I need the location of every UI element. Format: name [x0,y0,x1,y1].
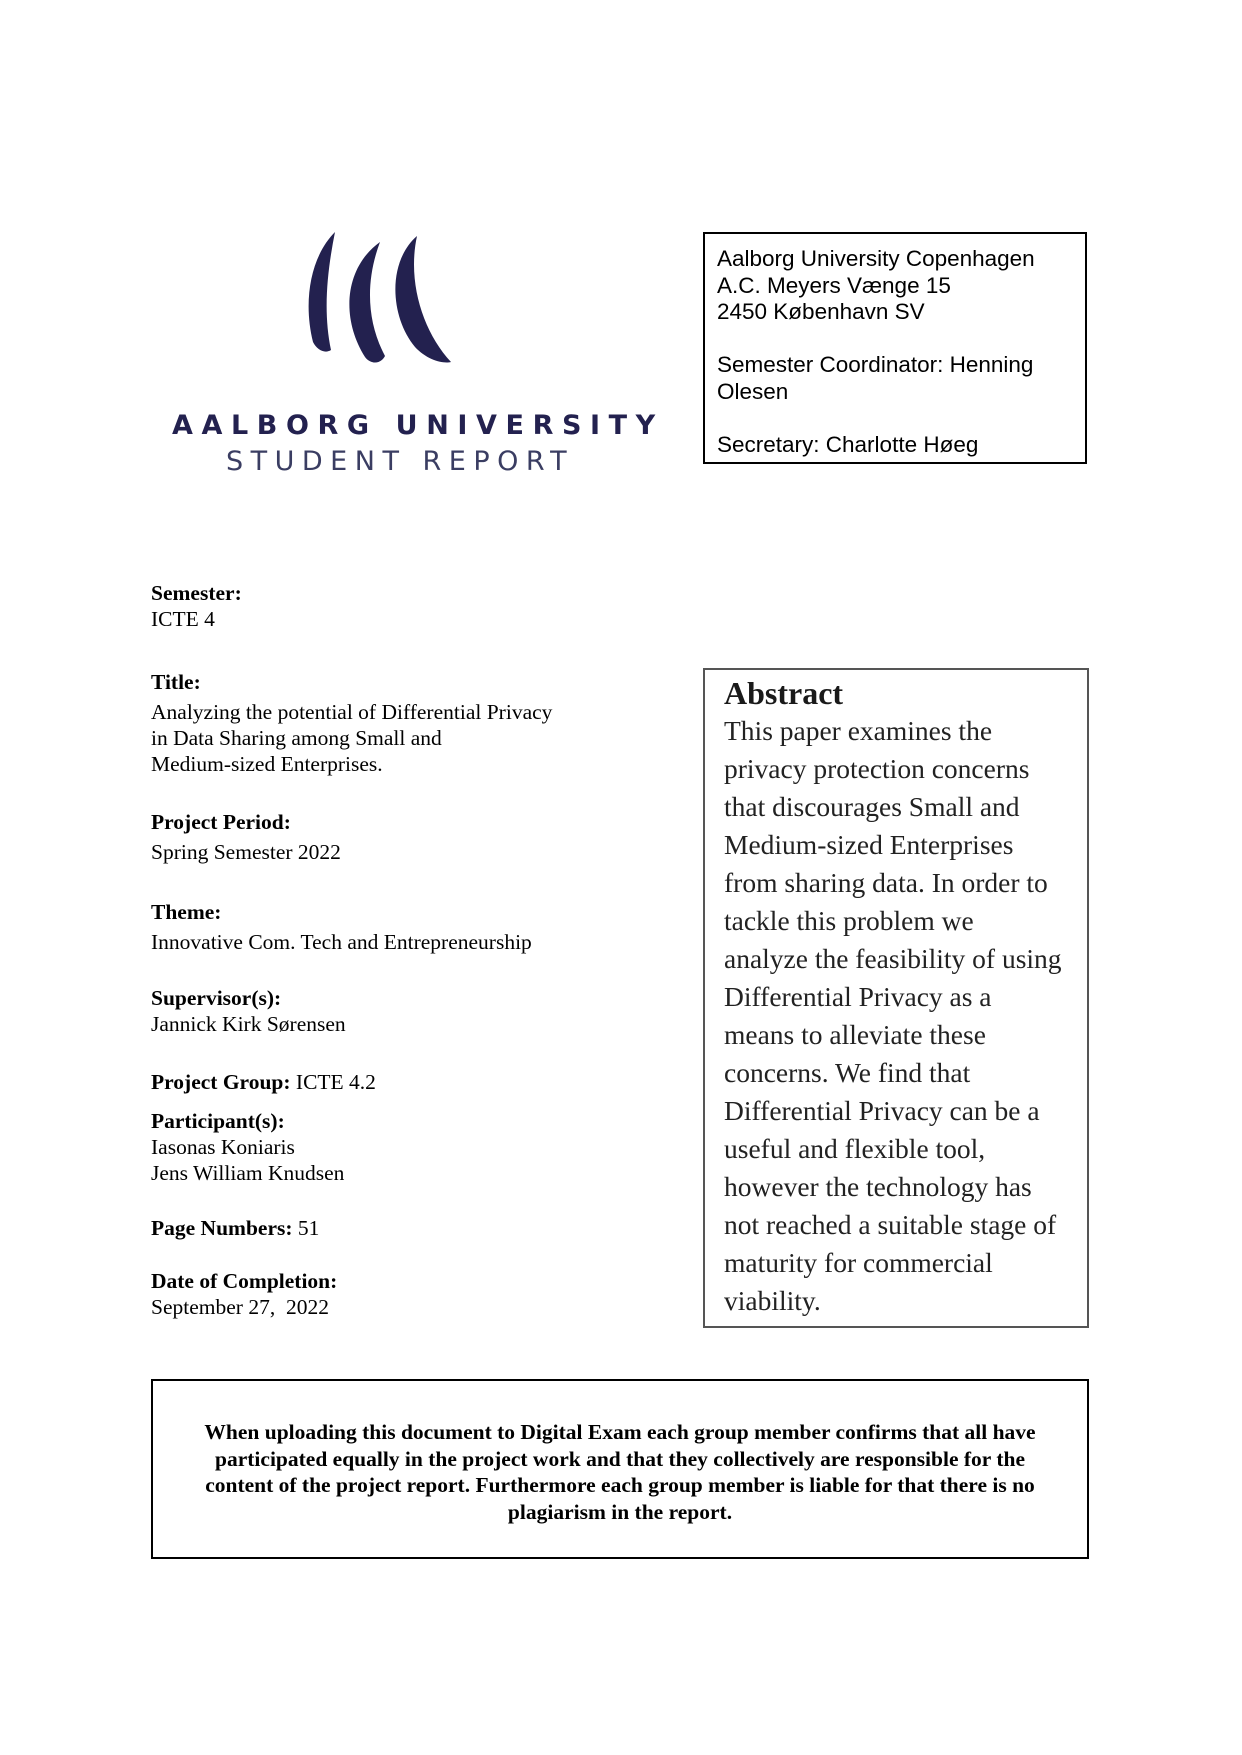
semester-coordinator-cont: Olesen [717,378,789,404]
title-line: Analyzing the potential of Differential Privacy [151,700,553,724]
address-line: A.C. Meyers Vænge 15 [717,272,951,298]
theme-label: Theme: [151,900,222,924]
project-group-block [151,1069,621,1095]
abstract-line: Differential Privacy can be a [724,1095,1040,1126]
semester-block [151,580,621,632]
project-period-label: Project Period: [151,810,291,834]
abstract-line: however the technology has [724,1171,1032,1202]
abstract-line: tackle this problem we [724,905,974,936]
participants-block [151,1108,621,1186]
semester-label: Semester: [151,581,242,605]
completion-label: Date of Completion: [151,1269,338,1293]
logo-subtitle: STUDENT REPORT [226,446,575,477]
aau-wave-logo-icon [305,232,485,372]
logo-wave-right [395,236,451,362]
declaration-box [151,1379,1089,1559]
abstract-line: useful and flexible tool, [724,1133,986,1164]
abstract-line: Differential Privacy as a [724,981,992,1012]
address-line: 2450 København SV [717,299,925,324]
abstract-box [703,668,1089,1328]
project-group-value: ICTE 4.2 [295,1070,376,1094]
declaration-line: plagiarism in the report. [507,1499,733,1524]
abstract-line: means to alleviate these [724,1019,986,1050]
abstract-line: This paper examines the [724,715,993,746]
completion-value: September 27, 2022 [151,1295,329,1319]
abstract-line: viability. [724,1285,821,1316]
abstract-line: from sharing data. In order to [724,867,1048,898]
abstract-line: Medium-sized Enterprises [724,829,1014,860]
secretary: Secretary: Charlotte Høeg [717,431,979,457]
university-logo [160,232,664,482]
supervisor-label: Supervisor(s): [151,986,282,1010]
abstract-line: concerns. We find that [724,1057,971,1088]
abstract-title: Abstract [724,675,844,711]
abstract-line: analyze the feasibility of using [724,943,1062,974]
title-line: in Data Sharing among Small and [151,726,442,750]
page-numbers-label: Page Numbers: [151,1216,293,1240]
logo-wave-left [309,232,335,352]
project-group-label: Project Group: [151,1070,291,1094]
abstract-line: that discourages Small and [724,791,1020,822]
theme-block [151,899,621,955]
address-box [703,232,1087,464]
supervisor-block [151,985,621,1037]
project-period-block [151,809,621,865]
semester-value: ICTE 4 [151,607,215,631]
title-block [151,669,621,777]
address-line: Aalborg University Copenhagen [717,246,1035,271]
declaration-line: participated equally in the project work and that they collectively are responsible for the [215,1446,1025,1471]
participants-label: Participant(s): [151,1109,285,1133]
logo-university-name: AALBORG UNIVERSITY [172,410,664,441]
abstract-line: not reached a suitable stage of [724,1209,1057,1240]
declaration-line: When uploading this document to Digital Exam each group member confirms that all have [204,1420,1036,1444]
title-line: Medium-sized Enterprises. [151,752,383,776]
semester-coordinator: Semester Coordinator: Henning [717,352,1034,377]
supervisor-value: Jannick Kirk Sørensen [151,1012,346,1036]
logo-wave-middle [349,242,385,363]
theme-value: Innovative Com. Tech and Entrepreneurship [151,930,532,954]
title-label: Title: [151,670,201,694]
project-period-value: Spring Semester 2022 [151,840,341,864]
participant-name: Iasonas Koniaris [151,1135,295,1159]
abstract-line: privacy protection concerns [724,753,1030,784]
page-numbers-block [151,1215,621,1241]
page-numbers-value: 51 [297,1216,320,1240]
completion-block [151,1268,621,1320]
participant-name: Jens William Knudsen [151,1161,345,1185]
declaration-line: content of the project report. Furthermore each group member is liable for that there is no [205,1473,1035,1497]
abstract-line: maturity for commercial [724,1247,993,1278]
